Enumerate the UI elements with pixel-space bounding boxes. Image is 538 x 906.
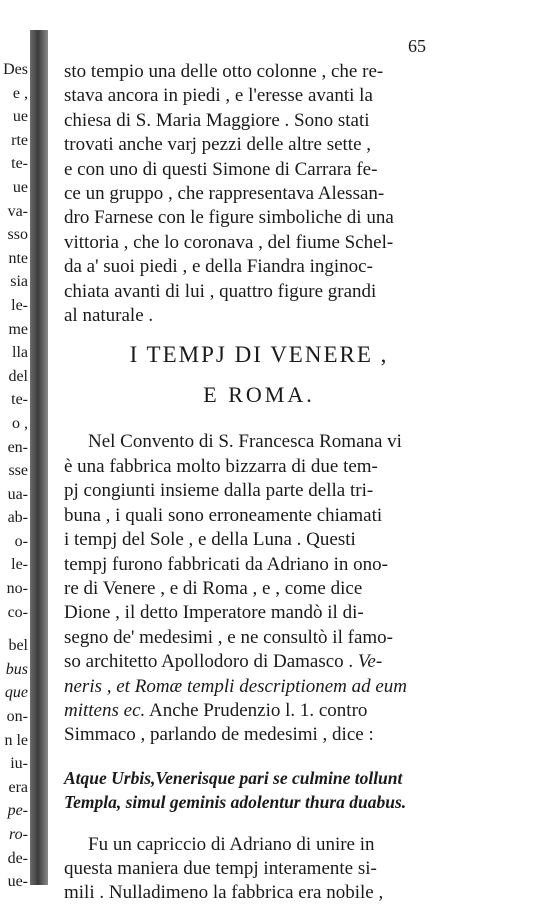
paragraph-3 (64, 833, 454, 906)
text-line (64, 699, 454, 723)
verse-quotation (64, 766, 454, 815)
text-line: tempj furono fabbricati da Adriano in ono- (64, 553, 388, 575)
margin-line: te- (11, 391, 28, 409)
margin-line: ro- (9, 826, 28, 843)
text-line: chiesa di S. Maria Maggiore . Sono stati (64, 109, 370, 131)
paragraph-1 (64, 60, 454, 328)
margin-line: nte (8, 249, 28, 267)
text-line: i tempj del Sole , e della Luna . Questi (64, 529, 356, 551)
verse-line: Atque Urbis,Venerisque pari se culmine tollunt (64, 767, 403, 788)
margin-line: bus (5, 660, 28, 678)
text-line: re di Venere , e di Roma , e , come dice (64, 577, 363, 599)
margin-line: te- (11, 155, 28, 173)
margin-line: Des (3, 61, 28, 78)
text-line: trovati anche varj pezzi delle altre sette , (64, 134, 372, 156)
margin-line: lla (12, 344, 28, 362)
margin-line: sso (7, 226, 28, 244)
margin-line: ue- (7, 873, 28, 891)
margin-line: era (8, 778, 28, 796)
margin-line: en- (7, 438, 28, 456)
margin-line: ue (12, 108, 28, 126)
text-line: al naturale . (64, 305, 154, 327)
margin-line: va- (7, 202, 28, 220)
text-line: questa maniera due tempj interamente si- (64, 857, 377, 879)
margin-line: que (4, 684, 28, 702)
margin-line: ue (12, 178, 28, 196)
book-spine (30, 30, 48, 885)
text-line: buna , i quali sono erroneamente chiamati (64, 504, 383, 526)
margin-line: bel (8, 637, 28, 655)
margin-line: le- (11, 556, 28, 574)
margin-line: o , (12, 414, 28, 432)
margin-line: sse (8, 462, 28, 480)
section-heading-continued: E ROMA. (203, 382, 315, 408)
margin-line: sia (10, 273, 28, 291)
section-heading: I TEMPJ DI VENERE , (129, 342, 389, 368)
margin-line: ab- (7, 509, 28, 527)
margin-line: no- (6, 580, 28, 598)
verse-line: Templa, simul geminis adolentur thura duabus. (64, 792, 407, 813)
text-line: segno de' medesimi , e ne consultò il famo- (64, 626, 393, 648)
text-line: stava ancora in piedi , e l'eresse avanti la (64, 85, 373, 107)
text-line-start: so architetto Apollodoro di Damasco . (64, 651, 354, 673)
margin-line: co- (7, 603, 28, 621)
margin-line: iu- (10, 755, 28, 773)
margin-line: n le (4, 731, 28, 749)
margin-line: me (8, 320, 28, 338)
margin-line: del (8, 367, 28, 385)
margin-line: le- (11, 296, 28, 314)
margin-line: de- (7, 849, 28, 867)
text-line: vittoria , che lo coronava , del fiume Schel- (64, 231, 394, 253)
text-line: dro Farnese con le figure simboliche di una (64, 207, 394, 229)
latin-quote: Ve- (357, 651, 383, 673)
margin-line: e , (12, 84, 28, 102)
text-line: è una fabbrica molto bizzarra di due tem- (64, 455, 378, 477)
text-line: mili . Nulladimeno la fabbrica era nobile , (64, 882, 384, 904)
text-line: da a' suoi piedi , e della Fiandra inginoc- (64, 256, 373, 278)
text-line: Dione , il detto Imperatore mandò il di- (64, 602, 364, 624)
text-line: e con uno di questi Simone di Carrara fe- (64, 158, 378, 180)
text-line-end: Anche Prudenzio l. 1. contro (145, 699, 368, 721)
text-line: chiata avanti di lui , quattro figure grandi (64, 280, 377, 302)
text-line: Fu un capriccio di Adriano di unire in (88, 833, 375, 855)
latin-quote: neris , et Romæ templi descriptionem ad eum (64, 675, 408, 697)
text-line: Nel Convento di S. Francesca Romana vi (88, 431, 402, 453)
page-number: 65 (408, 36, 426, 56)
margin-line: on- (6, 708, 28, 726)
margin-line: pe- (7, 802, 28, 820)
latin-quote: mittens ec. (64, 699, 146, 721)
margin-line: rte (11, 131, 28, 149)
margin-line: o- (14, 532, 28, 550)
paragraph-2 (64, 430, 454, 747)
text-line: pj congiunti insieme dalla parte della tri- (64, 480, 374, 502)
text-line: Simmaco , parlando de medesimi , dice : (64, 724, 374, 746)
facing-page-fragment (0, 58, 28, 894)
text-line (64, 650, 454, 674)
page-body (64, 60, 454, 906)
text-line: sto tempio una delle otto colonne , che re- (64, 61, 384, 82)
text-line: ce un gruppo , che rappresentava Alessan- (64, 183, 385, 205)
margin-line: ua- (7, 485, 28, 503)
